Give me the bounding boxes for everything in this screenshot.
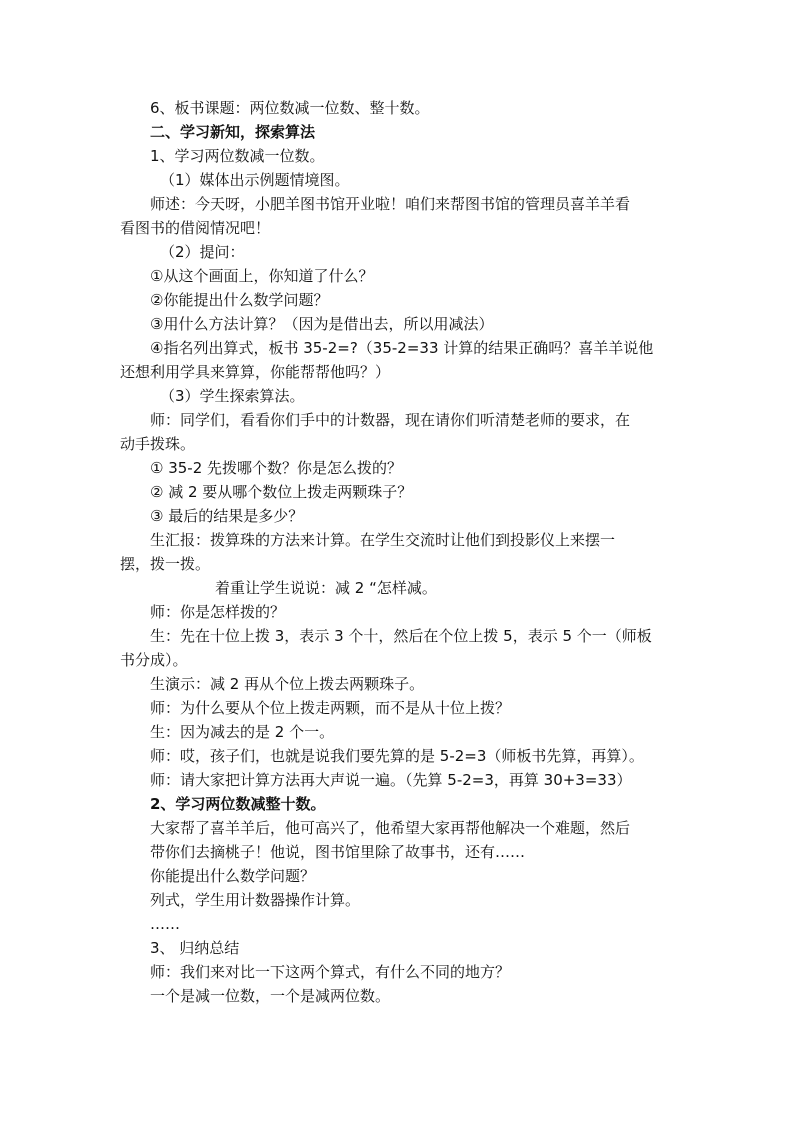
subsection-heading-2: 2、学习两位数减整十数。 — [150, 795, 326, 813]
line-student-answer: 生：先在十位上拨 3，表示 3 个十，然后在个位上拨 5，表示 5 个一（师板 — [150, 627, 652, 645]
line-step-3: ③ 最后的结果是多少？ — [150, 507, 304, 525]
line-teacher-why: 师：为什么要从个位上拨走两颗，而不是从十位上拨？ — [150, 699, 511, 717]
line-student-report-cont: 摆，拨一拨。 — [120, 555, 211, 573]
section-heading-new-knowledge: 二、学习新知，探索算法 — [150, 123, 316, 141]
line-question-3: ③用什么方法计算？（因为是借出去，所以用减法） — [150, 315, 494, 333]
line-question-2: ②你能提出什么数学问题？ — [150, 291, 329, 309]
line-question-1: ①从这个画面上，你知道了什么？ — [150, 267, 374, 285]
line-difference: 一个是减一位数，一个是减两位数。 — [150, 987, 391, 1005]
line-teacher-narration-cont: 看图书的借阅情况吧！ — [120, 219, 271, 237]
line-story-cont: 带你们去摘桃子！他说，图书馆里除了故事书，还有…… — [150, 843, 526, 861]
line-story: 大家帮了喜羊羊后，他可高兴了，他希望大家再帮他解决一个难题，然后 — [150, 819, 631, 837]
subsection-heading-1: 1、学习两位数减一位数。 — [150, 147, 325, 165]
line-student-answer-cont: 书分成）。 — [120, 651, 188, 669]
line-media-display: （1）媒体出示例题情境图。 — [160, 171, 350, 189]
line-teacher-compare: 师：我们来对比一下这两个算式，有什么不同的地方？ — [150, 963, 511, 981]
line-teacher-instruction: 师：同学们，看看你们手中的计数器，现在请你们听清楚老师的要求，在 — [150, 411, 631, 429]
line-teacher-ask-how: 师：你是怎样拨的？ — [150, 603, 286, 621]
line-ellipsis: …… — [150, 915, 180, 933]
line-question-4-cont: 还想利用学具来算算，你能帮帮他吗？） — [120, 363, 391, 381]
line-student-report: 生汇报：拨算珠的方法来计算。在学生交流时让他们到投影仪上来摆一 — [150, 531, 616, 549]
line-teacher-instruction-cont: 动手拨珠。 — [120, 435, 196, 453]
line-question-4: ④指名列出算式，板书 35-2=?（35-2=33 计算的结果正确吗？喜羊羊说他 — [150, 339, 654, 357]
line-student-demo: 生演示：减 2 再从个位上拨去两颗珠子。 — [150, 675, 425, 693]
line-explore-heading: （3）学生探索算法。 — [160, 387, 305, 405]
line-prompt-question: 你能提出什么数学问题？ — [150, 867, 316, 885]
line-teacher-first-calc: 师：哎，孩子们，也就是说我们要先算的是 5-2=3（师板书先算，再算）。 — [150, 747, 644, 765]
line-teacher-narration: 师述：今天呀，小肥羊图书馆开业啦！咱们来帮图书馆的管理员喜羊羊看 — [150, 195, 631, 213]
line-student-because: 生：因为减去的是 2 个一。 — [150, 723, 335, 741]
line-list-equation: 列式，学生用计数器操作计算。 — [150, 891, 361, 909]
line-teacher-repeat: 师：请大家把计算方法再大声说一遍。（先算 5-2=3，再算 30+3=33） — [150, 771, 632, 789]
line-step-1: ① 35-2 先拨哪个数？你是怎么拨的？ — [150, 459, 403, 477]
line-step-2: ② 减 2 要从哪个数位上拨走两颗珠子？ — [150, 483, 413, 501]
line-question-heading: （2）提问： — [160, 243, 245, 261]
subsection-heading-3: 3、 归纳总结 — [150, 939, 240, 957]
line-emphasis: 着重让学生说说：减 2 “怎样减。 — [215, 579, 437, 597]
line-board-topic: 6、板书课题：两位数减一位数、整十数。 — [150, 99, 430, 117]
